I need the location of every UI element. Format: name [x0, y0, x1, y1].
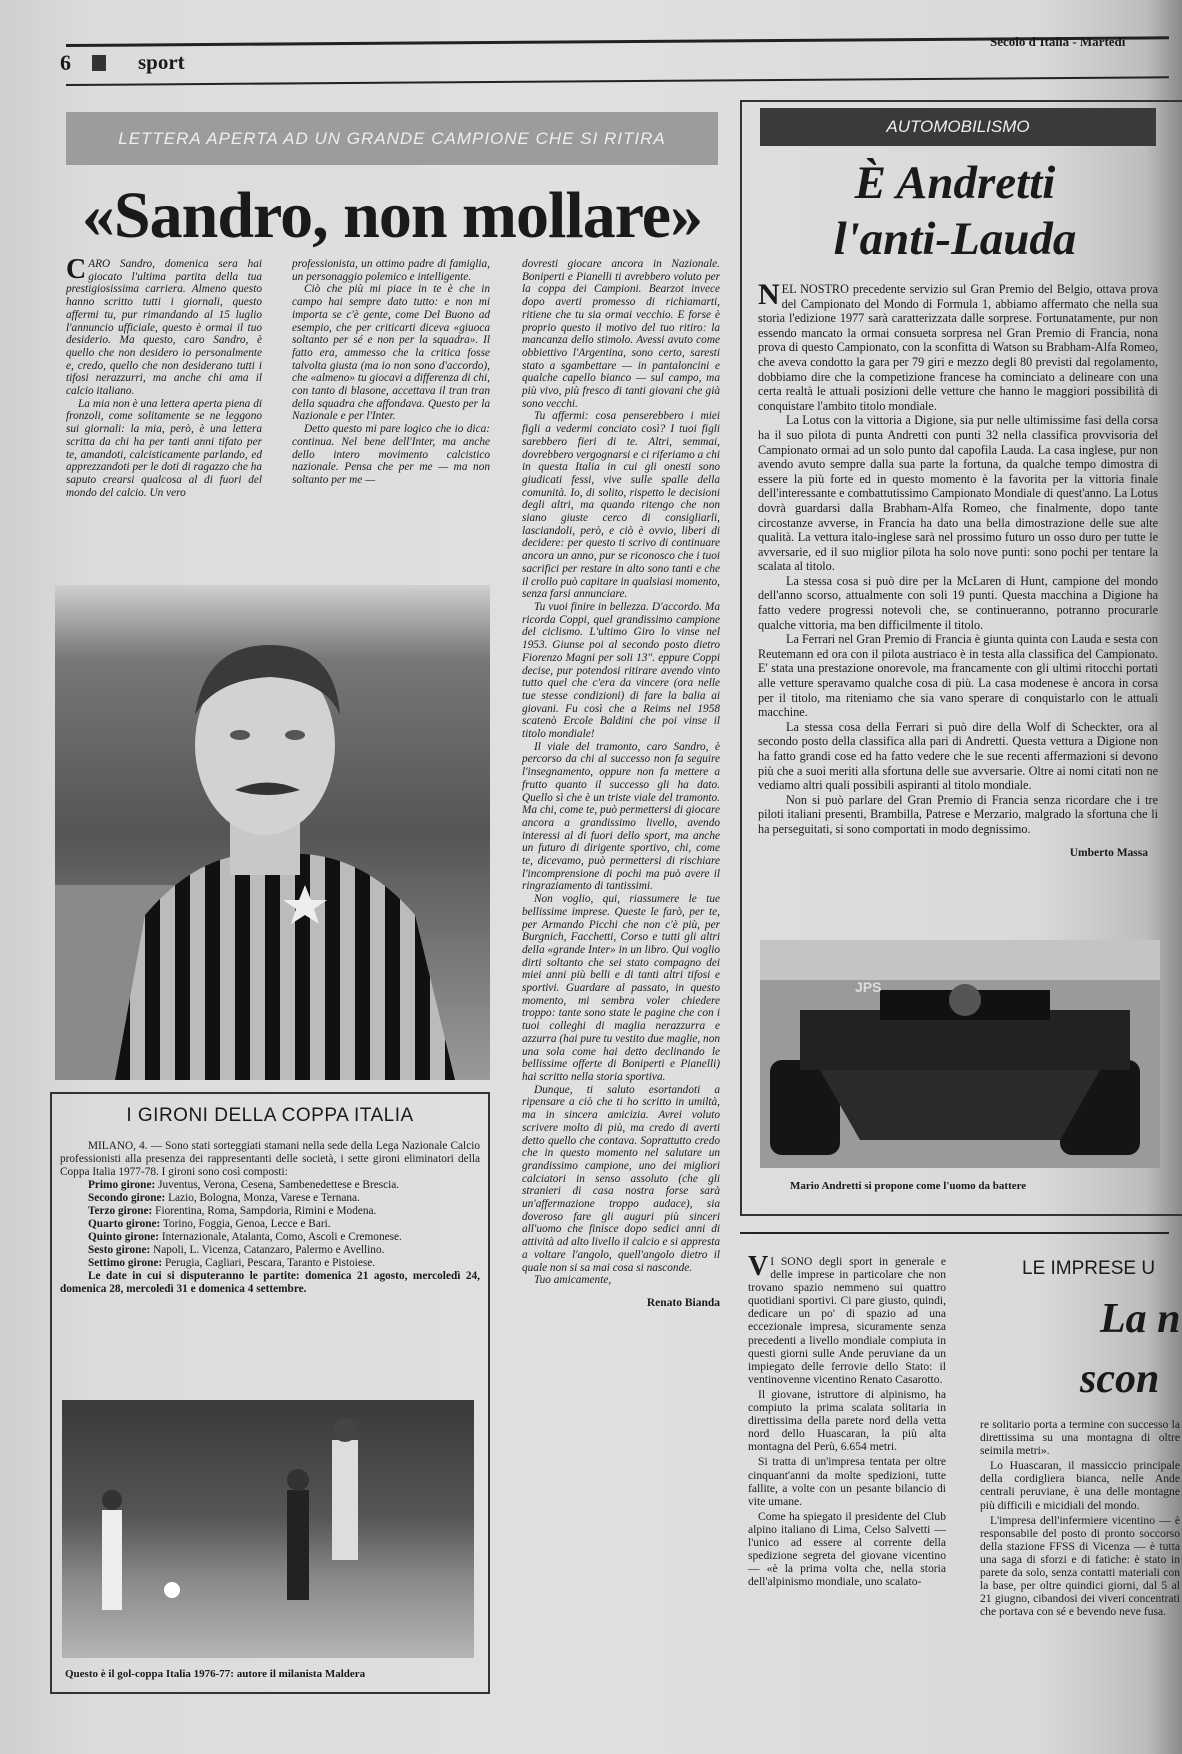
group-row: Sesto girone: Napoli, L. Vicenza, Catanzaro, Palermo e Avellino. [88, 1244, 385, 1256]
group-row: Quarto girone: Torino, Foggia, Genoa, Lecce e Bari. [88, 1218, 331, 1230]
imprese-column-2 [980, 1418, 1180, 1708]
paragraph: I SONO degli sport in generale e delle imprese in particolare che non trovano spazio nemmeno sui quattro quotidiani sportivi. Ci pare giusto, quindi, dedicare un po' di spazio ad una eccezionale impresa, sicuramente senza precedenti a livello mondiale compiuta in questi giorni sulle Ande peruviane da un impiegato delle ferrovie dello Stato: il ventinovenne vicentino Renato Casarotto. [748, 1255, 946, 1386]
section-divider [740, 1232, 1169, 1234]
paragraph: EL NOSTRO precedente servizio sul Gran Premio del Belgio, ottava prova del Campionato del Mondo di Formula 1, abbiamo affermato che nella sua storia l'edizione 1977 sarà caratterizzata dalle sorprese. Fortunatamente, pur non essendo mancato la ormai consueta sorpresa nel Gran Premio di Francia, nona prova di questo Campionato, con la sconfitta di Watson su Brabham-Alfa Romeo, che aveva condotto la gara per 79 giri e mezzo degli 80 previsti dal regolamento, dobbiamo dire che la competizione francese ha cominciato a delineare con una certa realtà le attuali posizioni delle vetture che hanno le maggiori possibilità di conquistare l'ambito titolo mondiale. [758, 282, 1158, 413]
andretti-article [758, 278, 1158, 952]
masthead: Secolo d'Italia - Martedì [990, 34, 1126, 49]
paragraph: La Lotus con la vittoria a Digione, sia pur nelle ultimissime fasi della corsa ha il suo pilota di punta Andretti con punti 32 nella classifica provvisoria del Campionato ormai ad un solo punto dal capofila Lauda. La casa inglese, pur non avendo avuto sempre dalla sua parte la fortuna, da qualche tempo dimostra di essere la più forte ed in questo momento è la favorita per la vittoria finale dell'interessante e combattutissimo Campionato Mondiale di quest'anno. La Lotus dovrà guardarsi dalla Brabham-Alfa Romeo, che finalmente, dopo tante circostanze avverse, in Francia ha dato una bella dimostrazione delle sue alte qualità. La vettura italo-inglese sarà nel prossimo futuro un osso duro per tutte le avversarie, ed il suo miglior pilota ha solo nove punti: sono pochi per tentare la scalata al titolo. [758, 413, 1158, 574]
paragraph: Come ha spiegato il presidente del Club alpino italiano di Lima, Celso Salvetti — l'unico ad essere al corrente della spedizione segreta del giovane vicentino — «è la prima volta che, nella storia dell'alpinismo mondiale, uno scalato- [748, 1509, 946, 1589]
paragraph: La stessa cosa si può dire per la McLaren di Hunt, campione del mondo dell'anno scorso, attualmente con soli 19 punti. Questa macchina a Digione ha fatto vedere progressi notevoli che, se continueranno, potranno procurarle qualche vittoria, ma ben difficilmente il titolo. [758, 573, 1158, 632]
group-row: Settimo girone: Perugia, Cagliari, Pescara, Taranto e Pistoiese. [88, 1257, 376, 1269]
imprese-column-1 [748, 1251, 946, 1705]
paragraph: La stessa cosa della Ferrari si può dire della Wolf di Scheckter, ora al secondo posto della classifica alla pari di Andretti. Questa vettura a Digione non ha fatto grandi cose ed ha fatto vedere che le sue recenti affermazioni si devono più che a suoi meriti alla sfortuna delle sue avversarie. Oltre ai nomi citati non ne vediamo altri quali possibili aspiranti al titolo mondiale. [758, 719, 1158, 793]
gironi-title: I GIRONI DELLA COPPA ITALIA [126, 1105, 414, 1126]
paragraph: Il giovane, istruttore di alpinismo, ha compiuto la prima scalata solitaria in direttissima della parete nord della vetta nord dello Huascaran, la più alta montagna del Perù, 6.654 metri. [748, 1387, 946, 1454]
paragraph: La Ferrari nel Gran Premio di Francia è giunta quinta con Lauda e sesta con Reutemann ed ora con il pilota austriaco è in testa alla classifica del Campionato. E' stata una prestazione onorevole, ma francamente con gli ultimi ritocchi portati alle vetture speravamo qualche cosa di più. La casa modenese è ancora in corsa per il titolo, ma riteniamo che sia vano sperare di conquistarlo con le attuali macchine. [758, 632, 1158, 720]
letter-kicker: LETTERA APERTA AD UN GRANDE CAMPIONE CHE SI RITIRA [66, 112, 718, 165]
paragraph: re solitario porta a termine con successo la direttissima su una montagna di oltre seimila metri». [980, 1418, 1180, 1458]
paragraph: L'impresa dell'infermiere vicentino — è responsabile del posto di pronto soccorso della stazione FFSS di Vicenza — è tutta una saga di sforzi e di fatiche: è stato in parete da solo, senza contatti materiali con la base, per oltre quindici giorni, dal 5 al 21 giugno, cibandosi dei viveri concentrati che portava con sé e bevendo neve fusa. [980, 1513, 1180, 1619]
andretti-headline [745, 155, 1165, 267]
group-row: Quinto girone: Internazionale, Atalanta, Como, Ascoli e Cremonese. [88, 1231, 402, 1243]
gironi-intro: MILANO, 4. — Sono stati sorteggiati stamani nella sede della Lega Nazionale Calcio professionisti alla presenza dei rappresentanti delle società, i sette gironi eliminatori della Coppa Italia 1977-78. I gironi sono così composti: [60, 1140, 480, 1178]
paragraph: ARO Sandro, domenica sera hai giocato l'ultima partita della tua prestigiosissima carriera. Almeno questo hanno scritto tutti i giornali, questo affermi tu, pur rimandando al 15 luglio l'annuncio ufficiale, questo è ormai il tuo desiderio. Ma questo, caro Sandro, è quello che non desidero io personalmente e, credo, quello che non desiderano tutti i tifosi nerazzurri, ma anche chi ama il calcio italiano. [66, 258, 262, 398]
paragraph: professionista, un ottimo padre di famiglia, un personaggio polemico e intelligente. [292, 258, 490, 283]
gironi-text [60, 1140, 480, 1296]
group-row: Terzo girone: Fiorentina, Roma, Sampdoria, Rimini e Modena. [88, 1205, 377, 1217]
drop-cap: N [758, 278, 780, 311]
letter-column-1 [66, 254, 262, 578]
paragraph: Tuo amicamente, [534, 1274, 612, 1287]
letter-column-3 [522, 258, 720, 1738]
automobilismo-band: AUTOMOBILISMO [760, 108, 1156, 146]
paragraph: Non voglio, qui, riassumere le tue bellissime imprese. Queste le farò, per te, per Armando Picchi che non c'è più, per Burgnich, Facchetti, Corso e tutti gli altri della «grande Inter» in un libro. Qui voglio dirti soltanto che sei stato compagno dei miei anni più belli e di tanti altri tifosi e sportivi. Guardare al passato, in questo momento, mi sembra voler chiedere troppo: tante sono state le pagine che con i tuoi colleghi di maglia nerazzurra e azzurra (hai pure tu vestito due maglie, non una sola come hai detto declinando le bellissime offerte di Boniperti e Pianelli) hai scritto nella storia sportiva. [522, 893, 720, 1083]
car-sponsor-text: JPS [855, 979, 882, 995]
gironi-dates: Le date in cui si disputeranno le partite: domenica 21 agosto, mercoledì 24, domenica 28, mercoledì 31 e domenica 4 settembre. [60, 1270, 480, 1295]
headline-line: l'anti-Lauda [833, 213, 1077, 265]
andretti-photo-caption: Mario Andretti si propone come l'uomo da battere [790, 1180, 1027, 1192]
andretti-signature: Umberto Massa [1069, 846, 1148, 859]
paragraph: Tu vuoi finire in bellezza. D'accordo. Ma ricorda Coppi, quel grandissimo campione del ciclismo. L'ultimo Giro lo vinse nel 1953. Giunse poi al secondo posto dietro Fiorenzo Magni per soli 13''. eppure Coppi decise, pur potendosi ritirare avendo vinto tutto quel che c'era da vincere (ora nelle tue stesse condizioni) di fare la balia ai giovani. Fu così che a Reims nel 1958 scatenò Ercole Baldini che poi vinse il titolo mondiale! [522, 600, 720, 741]
imprese-headline-line-1: La n [1100, 1296, 1181, 1342]
party-logo-icon [92, 55, 106, 71]
section-label: sport [138, 50, 185, 74]
drop-cap: V [748, 1251, 769, 1282]
letter-column-2 [292, 258, 490, 578]
paragraph: Il viale del tramonto, caro Sandro, è percorso da chi al successo non fa seguire l'insegnamento, oppure non fa mettere a frutto quanto il successo gli ha dato. Quello sì che è un triste viale del tramonto. Ma chi, come te, può permettersi di giocare ancora a grandissimo livello, avendo interessi al di fuori dello sport, ma anche un futuro di dirigente sportivo, chi, come te, dicevamo, può permettersi di rischiare l'incomprensione di pochi ma può avere il ringraziamento di tantissimi. [522, 740, 720, 893]
imprese-kicker: LE IMPRESE U [1022, 1258, 1156, 1279]
paragraph: Non si può parlare del Gran Premio di Francia senza ricordare che i tre piloti italiani presenti, Brambilla, Patrese e Merzario, malgrado la sfortuna che li ha perseguitati, si sono comportati in modo degnissimo. [758, 792, 1158, 836]
paragraph: Ciò che più mi piace in te è che in campo hai sempre dato tutto: e non mi importa se c'è gente, come Del Buono ad esempio, che per criticarti diceva «giuoca soltanto per sé e non per la squadra». Il fatto era, ammesso che la critica fosse talvolta giusta (ma io non sono d'accordo), che «almeno» tu giocavi a differenza di chi, con tanto di blasone, accettava il tran tran della squadra che affondava. Questo per la Nazionale e per l'Inter. [292, 283, 490, 423]
paragraph: Si tratta di un'impresa tentata per oltre cinquant'anni da molte spedizioni, tutte fallite, a volte con un pesante bilancio di vite umane. [748, 1455, 946, 1508]
paragraph: Dunque, ti saluto esortandoti a ripensare a ciò che ti ho scritto in umiltà, ma in sincera amicizia. Avrei voluto scrivere molto di più, ma credo di averti detto quello che contava. Soprattutto credo che in questo momento nel salutare un grandissimo campione, uno dei migliori calciatori in senso assoluto (che gli stranieri di casa nostra forse sarà un'affermazione troppo audace), sia doveroso fare gli auguri più sinceri all'uomo che finisce dopo sedici anni di attività ad alto livello il calcio e si appresta a voltare l'angolo, quell'angolo dietro il quale non si sa mai cosa si nasconde. [522, 1083, 720, 1274]
page-number: 6 [60, 50, 71, 75]
goal-photo-caption: Questo è il gol-coppa Italia 1976-77: autore il milanista Maldera [65, 1668, 366, 1680]
paragraph: Detto questo mi pare logico che io dica: continua. Nel bene dell'Inter, ma anche dello intero movimento calcistico nazionale. Pensa che per me — ma non soltanto per me — [292, 423, 490, 486]
header-bottom-rule [66, 76, 1169, 86]
mazzola-photo [55, 585, 490, 1080]
paragraph: Lo Huascaran, il massiccio principale della cordigliera bianca, nelle Ande centrali peruviane, è una delle montagne più difficili e micidiali del mondo. [980, 1459, 1180, 1512]
group-row: Secondo girone: Lazio, Bologna, Monza, Varese e Ternana. [88, 1192, 360, 1204]
paragraph: Tu affermi: cosa penserebbero i miei figli a vedermi conciato così? I tuoi figli sarebbero fieri di te. Altri, semmai, dovrebbero vergognarsi e ci riferiamo a chi in questa Italia in cui gli onesti sono giudicati fessi, vive sulle spalle della comunità. Io, di solito, rispetto le decisioni degli altri, ma quando ritengo che non siano giuste cerco di consigliarli, lasciandoli, però, e ciò è ovvio, liberi di decidere: per questo ti scrivo di continuare ancora un anno, pur se riconosco che i tuoi sacrifici per restare in alto sono tanti e che il crollo può capitare in qualsiasi momento, senza farsi annunciare. [522, 410, 720, 601]
goal-photo [62, 1400, 474, 1658]
andretti-car-photo [760, 940, 1160, 1168]
imprese-headline-line-2: scon [1080, 1356, 1160, 1402]
paragraph: dovresti giocare ancora in Nazionale. Boniperti e Pianelli ti avrebbero voluto per la coppa dei Campioni. Bearzot invece dopo averti promesso di richiamarti, ritiene che tu sia ormai vecchio. E forse è proprio questo il motivo del tuo ritiro: la mancanza dello stimolo. Avessi avuto come obbiettivo l'Argentina, sono certo, saresti stato a sgambettare — in pantaloncini e qualche capello bianco — sul campo, ma più vivo, più fresco di tanti giovani che già sono vecchi. [522, 258, 720, 410]
letter-headline: «Sandro, non mollare» [81, 179, 703, 252]
drop-cap: C [66, 254, 87, 285]
paragraph: La mia non è una lettera aperta piena di fronzoli, come solitamente se ne leggono sui giornali: la mia, però, è una lettera scritta da chi ha per tanti anni tifato per te, amandoti, calcisticamente parlando, ed apprezzandoti per le doti di ragazzo che ha saputo crearsi qualcosa al di fuori del mondo del calcio. Un vero [66, 397, 262, 499]
group-row: Primo girone: Juventus, Verona, Cesena, Sambenedettese e Brescia. [88, 1179, 400, 1191]
headline-line: È Andretti [854, 157, 1056, 209]
letter-signature: Renato Bianda [646, 1296, 720, 1309]
